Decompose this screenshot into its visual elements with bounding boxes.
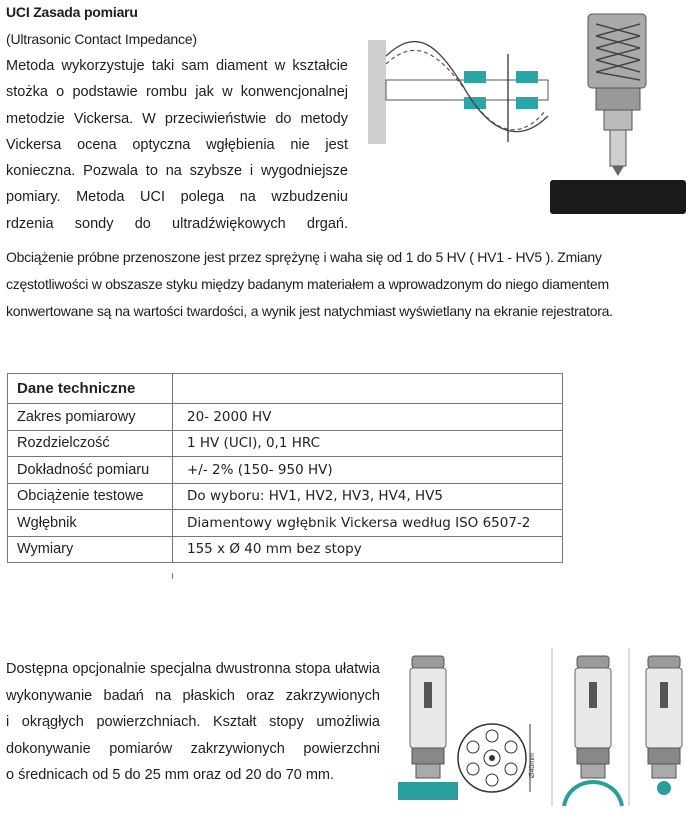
intro-line: metodzie Vickersa. W przeciwieństwie do metody [6, 110, 348, 127]
table-row [8, 536, 563, 563]
probe-round-surface-image [641, 654, 687, 800]
probe-image [548, 10, 688, 218]
intro-line: Vickersa ocena optyczna wgłębienia nie jest [6, 136, 348, 153]
uci-wave-diagram [368, 36, 553, 148]
intro-line: pomiary. Metoda UCI polega na wzbudzeniu [6, 189, 348, 206]
footer-paragraph [6, 656, 380, 789]
section-title: UCI Zasada pomiaru [6, 4, 138, 20]
spec-value: +/- 2% (150- 950 HV) [173, 457, 563, 484]
table-row [8, 483, 563, 510]
spec-label: Obciążenie testowe [8, 483, 173, 510]
footer-line: wykonywanie badań na płaskich oraz zakrzywionych [6, 687, 380, 704]
spec-value: 20- 2000 HV [173, 404, 563, 431]
intro-line: Metoda wykorzystuje taki sam diament w kształcie [6, 58, 348, 74]
footer-line: Dostępna opcjonalnie specjalna dwustronna stopa ułatwia [6, 661, 380, 677]
table-row [8, 457, 563, 484]
spec-label: Dokładność pomiaru [8, 457, 173, 484]
spec-value: Diamentowy wgłębnik Vickersa według ISO 6507-2 [173, 510, 563, 537]
probe-foot-image [398, 654, 458, 800]
spec-value: 1 HV (UCI), 0,1 HRC [173, 430, 563, 457]
footer-line: i okrągłych powierzchniach. Kształt stopy umożliwia [6, 714, 380, 730]
spec-label: Rozdzielczość [8, 430, 173, 457]
spec-value: Do wyboru: HV1, HV2, HV3, HV4, HV5 [173, 483, 563, 510]
table-row [8, 510, 563, 537]
diameter-label: Ø40mm [529, 753, 536, 778]
table-header: Dane techniczne [8, 374, 173, 404]
section-subtitle: (Ultrasonic Contact Impedance) [6, 31, 197, 47]
spec-label: Wgłębnik [8, 510, 173, 537]
intro-line: konieczna. Pozwala to na szybsze i wygodniejsze [6, 163, 348, 180]
intro-paragraph [6, 53, 348, 237]
spec-label: Zakres pomiarowy [8, 404, 173, 431]
spec-table [7, 373, 563, 563]
table-header-row [8, 374, 563, 404]
spec-value: 155 x Ø 40 mm bez stopy [173, 536, 563, 563]
intro-line: rdzenia sondy do ultradźwiękowych drgań. [6, 215, 348, 232]
table-header-empty [173, 374, 563, 404]
description-line: Obciążenie próbne przenoszone jest przez sprężynę i waha się od 1 do 5 HV ( HV1 - HV5 ). Zmiany [6, 249, 602, 265]
table-row [8, 430, 563, 457]
table-row [8, 404, 563, 431]
spec-label: Wymiary [8, 536, 173, 563]
footer-line: dokonywanie pomiarów zakrzywionych powierzchni [6, 740, 380, 757]
table-divider [172, 573, 173, 579]
probe-curved-surface-image [560, 654, 626, 808]
description-line: częstotliwości w obszasze styku między badanym materiałem a wprowadzonym do niego diamentem [6, 276, 609, 292]
intro-line: stożka o podstawie rombu jak w konwencjonalnej [6, 84, 348, 101]
description-line: konwertowane są na wartości twardości, a wynik jest natychmiast wyświetlany na ekranie rejestratora. [6, 303, 613, 319]
description-paragraph [6, 244, 690, 325]
footer-line: o średnicach od 5 do 25 mm oraz od 20 do 70 mm. [6, 767, 335, 783]
foot-top-view-diagram [456, 716, 536, 800]
